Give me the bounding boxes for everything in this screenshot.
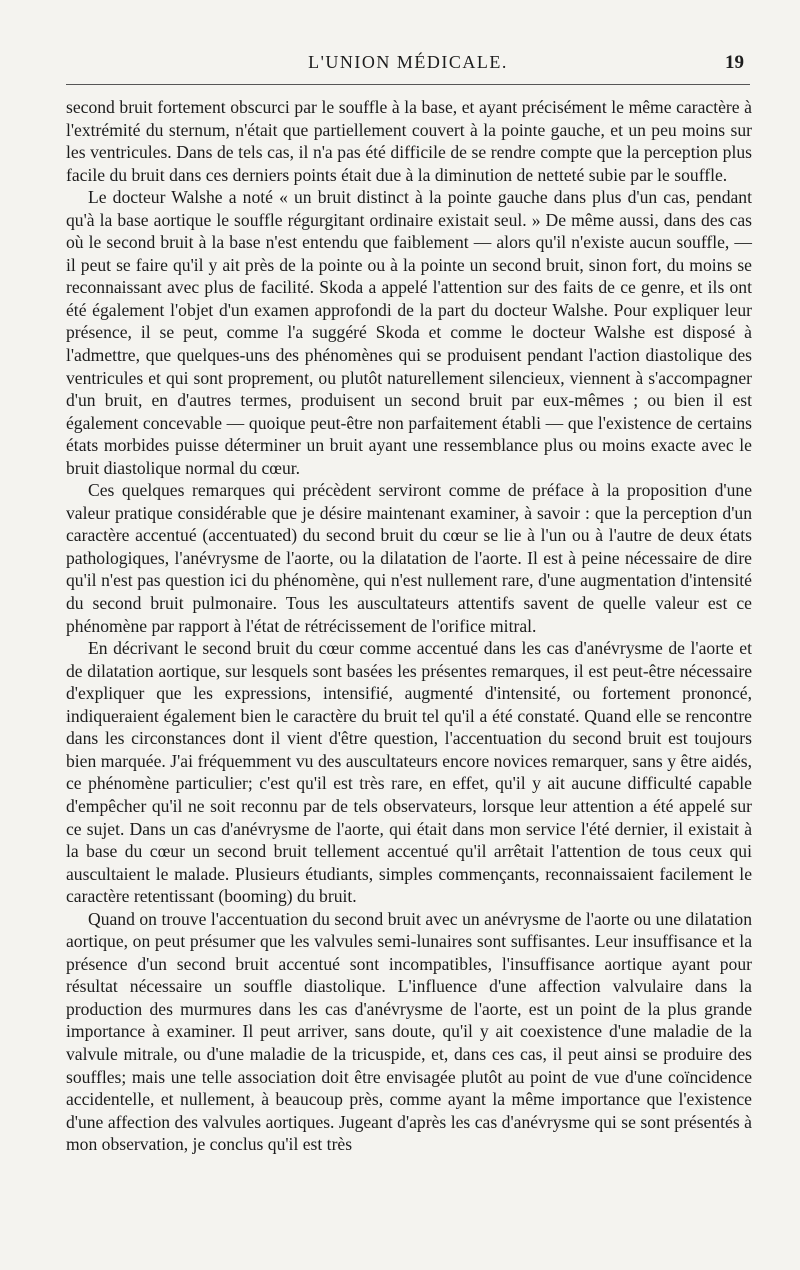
paragraph: Ces quelques remarques qui précèdent serviront comme de préface à la proposition d'une valeur pratique considérable que je désire maintenant examiner, à savoir : que la perception d'un caractère accentué (accentuated) du second bruit du cœur se lie à l'un ou à l'autre de deux états pathologiques, l'anévrysme de l'aorte, ou la dilatation de l'aorte. Il est à peine nécessaire de dire qu'il n'est pas question ici du phénomène, qui n'est nullement rare, d'une augmentation d'intensité du second bruit pulmonaire. Tous les auscultateurs attentifs savent de quelle valeur est ce phénomène par rapport à l'état de rétrécissement de l'orifice mitral.	[66, 480, 752, 636]
running-header	[66, 52, 750, 80]
paragraph: Quand on trouve l'accentuation du second bruit avec un anévrysme de l'aorte ou une dilatation aortique, on peut présumer que les valvules semi-lunaires sont suffisantes. Leur insuffisance et la présence d'un second bruit accentué sont incompatibles, l'insuffisance aortique ayant pour résultat nécessaire un souffle diastolique. L'influence d'une affection valvulaire dans la production des murmures dans les cas d'anévrysme de l'aorte, est un point de la plus grande importance à examiner. Il peut arriver, sans doute, qu'il y ait coexistence d'une maladie de la valvule mitrale, ou d'une maladie de la tricuspide, et, dans ces cas, il peut ainsi se produire des souffles; mais une telle association doit être envisagée plutôt au point de vue d'une coïncidence accidentelle, et nullement, à beaucoup près, comme ayant la même importance que l'existence d'une affection des valvules aortiques. Jugeant d'après les cas d'anévrysme qui se sont présentés à mon observation, je conclus qu'il est très	[66, 908, 752, 1155]
body-text	[66, 96, 752, 1156]
paragraph: Le docteur Walshe a noté « un bruit distinct à la pointe gauche dans plus d'un cas, pendant qu'à la base aortique le souffle régurgitant ordinaire existait seul. » De même aussi, dans des cas où le second bruit à la base n'est entendu que faiblement — alors qu'il n'existe aucun souffle, — il peut se faire qu'il y ait près de la pointe ou à la pointe un second bruit, sinon fort, du moins se reconnaissant avec plus de facilité. Skoda a appelé l'attention sur des faits de ce genre, et ils ont été également l'objet d'un examen approfondi de la part du docteur Walshe. Pour expliquer leur présence, il se peut, comme l'a suggéré Skoda et comme le docteur Walshe est disposé à l'admettre, que quelques-uns des phénomènes qui se produisent pendant l'action diastolique des ventricules et qui sont proprement, ou plutôt naturellement silencieux, viennent à s'accompagner d'un bruit, en d'autres termes, produisent un second bruit par eux-mêmes ; ou bien il est également concevable — quoique peut-être non parfaitement établi — que l'existence de certains états morbides puisse déterminer un bruit ayant une ressemblance plus ou moins exacte avec le bruit diastolique normal du cœur.	[66, 187, 752, 478]
paragraph: En décrivant le second bruit du cœur comme accentué dans les cas d'anévrysme de l'aorte et de dilatation aortique, sur lesquels sont basées les présentes remarques, il est peut-être nécessaire d'expliquer que les expressions, intensifié, augmenté d'intensité, ou fortement prononcé, indiqueraient également bien le caractère du bruit tel qu'il a été constaté. Quand elle se rencontre dans les circonstances dont il vient d'être question, l'accentuation du second bruit est toujours bien marquée. J'ai fréquemment vu des auscultateurs encore novices remarquer, sans y être aidés, ce phénomène particulier; c'est qu'il est très rare, en effet, qu'il y ait aucune difficulté capable d'empêcher qu'il ne soit reconnu par de tels observateurs, lorsque leur attention a été appelé sur ce sujet. Dans un cas d'anévrysme de l'aorte, qui était dans mon service l'été dernier, il existait à la base du cœur un second bruit tellement accentué qu'il arrêtait l'attention de tous ceux qui auscultaient le malade. Plusieurs étudiants, simples commençants, reconnaissaient facilement le caractère retentissant (booming) du bruit.	[66, 638, 752, 907]
paragraph: second bruit fortement obscurci par le souffle à la base, et ayant précisément le même caractère à l'extrémité du sternum, n'était que partiellement couvert à la pointe gauche, et un peu moins sur les ventricules. Dans de tels cas, il n'a pas été difficile de se rendre compte que la perception plus facile du bruit dans ces derniers points était due à la diminution de netteté subie par le souffle.	[66, 97, 752, 185]
header-rule	[66, 84, 750, 85]
journal-title: L'UNION MÉDICALE.	[308, 52, 508, 72]
page-number: 19	[725, 52, 744, 73]
